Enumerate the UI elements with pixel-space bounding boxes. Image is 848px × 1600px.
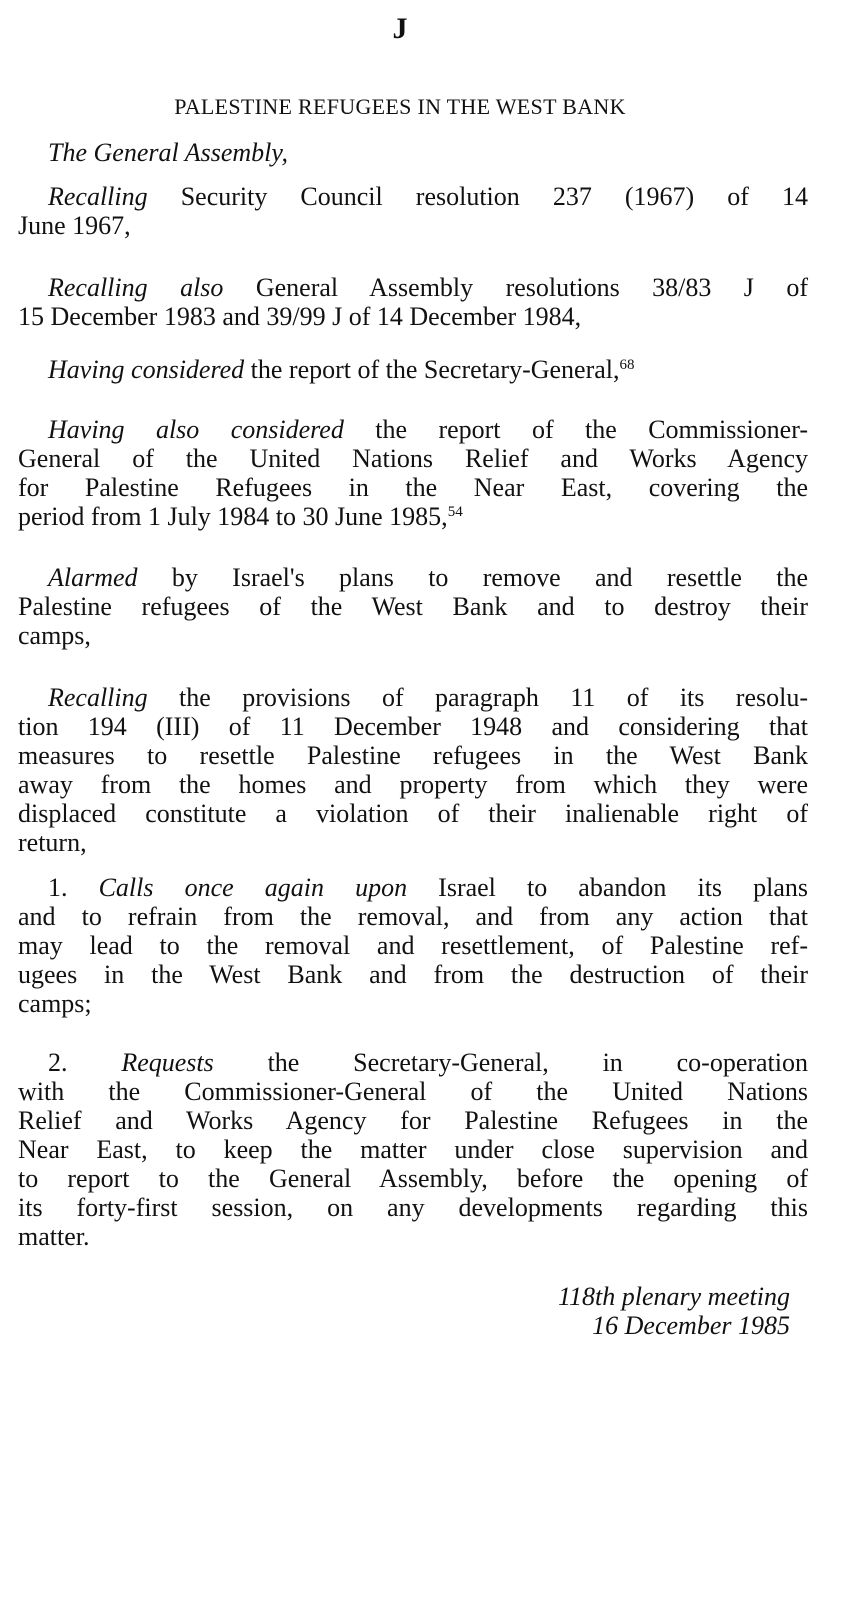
text-segment: General Assembly resolutions 38/83 J of [223,273,808,302]
text-line [18,1164,808,1193]
text-segment: Israel to abandon its plans [407,873,809,902]
text-line [18,355,808,384]
text-line [18,902,808,931]
paragraph [18,563,808,650]
text-segment: camps; [18,989,92,1018]
text-segment: 15 December 1983 and 39/99 J of 14 December 1984, [18,302,582,331]
text-line [18,873,808,902]
text-line [18,931,808,960]
text-line [18,960,808,989]
resolution-title: PALESTINE REFUGEES IN THE WEST BANK [174,94,626,119]
italic-lead: Recalling [48,683,148,712]
text-line [18,302,808,331]
text-segment: its forty-first session, on any developments regarding this [18,1193,808,1222]
signature-meeting: 118th plenary meeting [557,1282,790,1311]
italic-lead: Recalling also [48,273,224,302]
text-line [18,741,808,770]
text-segment: 1. [48,873,99,902]
text-line [18,444,808,473]
text-line [18,1135,808,1164]
text-segment: by Israel's plans to remove and resettle the [137,563,808,592]
text-segment: Security Council resolution 237 (1967) of 14 [147,182,808,211]
paragraph [18,138,808,167]
text-line [18,712,808,741]
text-segment: to report to the General Assembly, before the opening of [18,1164,808,1193]
italic-lead: Having also considered [48,415,344,444]
text-line [18,563,808,592]
text-segment: Relief and Works Agency for Palestine Refugees in the [18,1106,808,1135]
text-line [18,1222,808,1251]
text-line [18,182,808,211]
text-line [18,273,808,302]
text-segment: the Secretary-General, in co-operation [213,1048,809,1077]
italic-lead: Alarmed [48,563,138,592]
paragraph [18,182,808,240]
text-segment: matter. [18,1222,90,1251]
italic-lead: The General Assembly, [48,138,288,167]
text-segment: tion 194 (III) of 11 December 1948 and considering that [18,712,808,741]
text-line [18,621,808,650]
text-segment: General of the United Nations Relief and Works Agency [18,444,808,473]
text-segment: 2. [48,1048,122,1077]
italic-lead: Requests [121,1048,214,1077]
text-segment: ugees in the West Bank and from the destruction of their [18,960,808,989]
text-segment: with the Commissioner-General of the United Nations [18,1077,808,1106]
text-line [18,683,808,712]
text-segment: period from 1 July 1984 to 30 June 1985, [18,502,448,531]
text-line [18,138,808,167]
text-line [18,799,808,828]
text-line [18,828,808,857]
footnote-ref: 68 [619,357,635,373]
text-segment: for Palestine Refugees in the Near East, covering the [18,473,808,502]
text-line [18,592,808,621]
footnote-ref: 54 [447,504,463,520]
paragraph [18,873,808,1018]
paragraph [18,1048,808,1251]
text-segment: the report of the Commissioner- [343,415,809,444]
text-line [18,770,808,799]
text-segment: and to refrain from the removal, and from any action that [18,902,808,931]
text-segment: away from the homes and property from which they were [18,770,808,799]
text-segment: the report of the Secretary-General, [244,355,620,384]
text-segment: displaced constitute a violation of their inalienable right of [18,799,808,828]
text-segment: June 1967, [18,211,131,240]
text-line [18,989,808,1018]
text-segment: Near East, to keep the matter under close supervision and [18,1135,808,1164]
text-segment: Palestine refugees of the West Bank and to destroy their [18,592,808,621]
paragraph [18,415,808,531]
text-segment: camps, [18,621,91,650]
italic-lead: Having considered [48,355,245,384]
text-line [18,1106,808,1135]
annex-letter: J [392,12,408,45]
text-segment: return, [18,828,87,857]
italic-lead: Calls once again upon [98,873,408,902]
text-line [18,1048,808,1077]
text-line [18,211,808,240]
paragraph [18,273,808,331]
signature-date: 16 December 1985 [592,1311,790,1340]
text-line [18,1077,808,1106]
text-line [18,473,808,502]
paragraph [18,683,808,857]
italic-lead: Recalling [48,182,148,211]
text-line [18,415,808,444]
text-segment: may lead to the removal and resettlement, of Palestine ref- [18,931,808,960]
paragraph [18,355,808,384]
text-segment: the provisions of paragraph 11 of its resolu- [147,683,808,712]
text-line [18,502,808,531]
text-line [18,1193,808,1222]
text-segment: measures to resettle Palestine refugees in the West Bank [18,741,808,770]
